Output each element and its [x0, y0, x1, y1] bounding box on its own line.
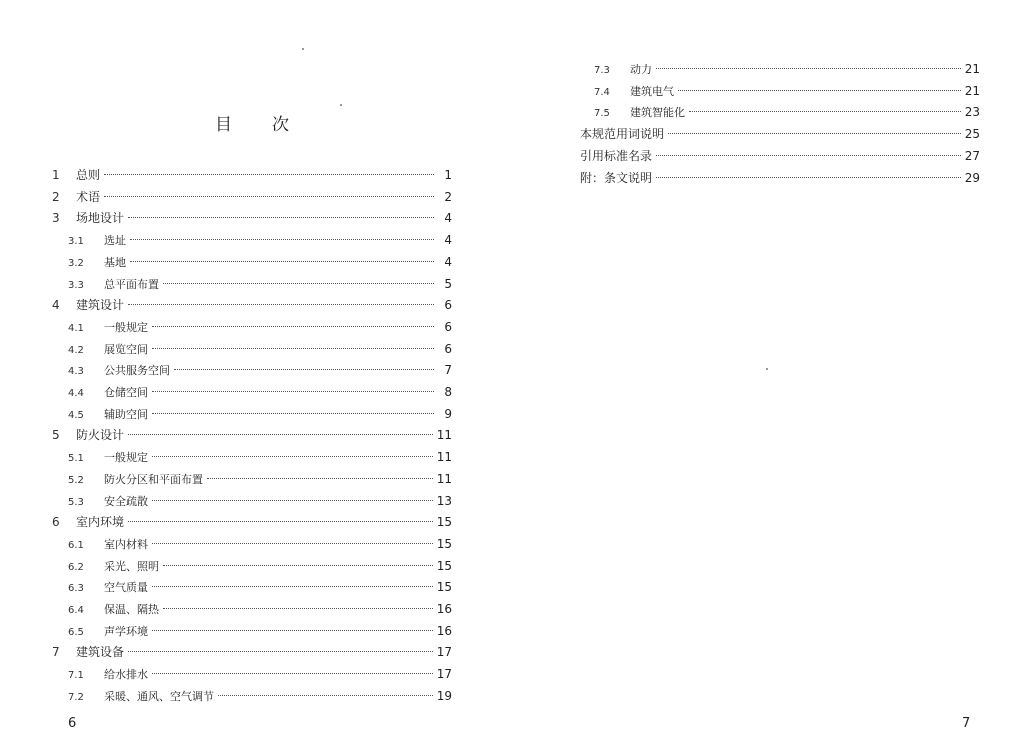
- toc-entry-label: 安全疏散: [104, 494, 148, 508]
- toc-entry-label: 空气质量: [104, 581, 148, 595]
- toc-entry-number: 2: [52, 189, 60, 204]
- toc-entry[interactable]: [52, 188, 452, 206]
- toc-entry-number: 6: [52, 515, 60, 530]
- toc-leader-dots: [689, 111, 961, 112]
- toc-entry-label: 选址: [104, 234, 126, 248]
- toc-entry-number: 5: [52, 428, 60, 443]
- toc-entry[interactable]: [52, 209, 452, 227]
- toc-entry[interactable]: [52, 513, 452, 531]
- toc-entry-number: 7.5: [594, 108, 610, 120]
- toc-entry-number: 4.2: [68, 344, 84, 356]
- toc-entry-number: 6.5: [68, 626, 84, 638]
- toc-leader-dots: [656, 177, 961, 178]
- toc-entry-label: 动力: [630, 63, 652, 76]
- toc-entry-page: 25: [964, 127, 980, 142]
- toc-entry[interactable]: [68, 665, 452, 683]
- toc-leader-dots: [130, 261, 434, 262]
- toc-entry-number: 4.1: [68, 322, 84, 334]
- toc-entry-number: 4.5: [68, 409, 84, 421]
- toc-leader-dots: [128, 651, 433, 652]
- scan-speck: [340, 104, 342, 106]
- toc-leader-dots: [104, 174, 434, 175]
- toc-entry[interactable]: [68, 578, 452, 596]
- toc-entry-page: 15: [436, 536, 452, 551]
- toc-entry-label: 建筑设计: [76, 298, 125, 313]
- toc-entry-label: 建筑智能化: [630, 106, 685, 120]
- toc-entry-page: 11: [436, 450, 452, 465]
- toc-entry-page: 27: [964, 148, 980, 163]
- toc-entry[interactable]: [68, 318, 452, 336]
- toc-entry-page: 11: [436, 428, 452, 443]
- toc-entry-page: 29: [964, 170, 980, 185]
- toc-entry[interactable]: [52, 296, 452, 314]
- toc-entry-label: 一般规定: [104, 451, 148, 465]
- toc-entry-number: 1: [52, 168, 60, 182]
- toc-entry[interactable]: [68, 600, 452, 618]
- toc-entry-label: 场地设计: [76, 211, 125, 226]
- toc-entry-number: 5.3: [68, 496, 84, 508]
- toc-entry[interactable]: [580, 147, 980, 165]
- toc-entry-page: 6: [444, 319, 452, 334]
- toc-leader-dots: [152, 543, 433, 544]
- toc-leader-dots: [656, 68, 961, 69]
- toc-entry-number: 6.4: [68, 605, 84, 616]
- toc-entry-page: 8: [444, 385, 452, 399]
- toc-entry[interactable]: [594, 82, 980, 100]
- toc-entry-label: 防火设计: [76, 428, 125, 443]
- toc-leader-dots: [678, 90, 961, 91]
- toc-entry-label: 采光、照明: [104, 559, 159, 573]
- toc-entry-number: 3.1: [68, 236, 84, 248]
- toc-entry-page: 17: [436, 645, 452, 660]
- toc-entry-page: 6: [444, 298, 452, 313]
- toc-leader-dots: [130, 239, 434, 240]
- toc-leader-dots: [152, 326, 434, 327]
- toc-entry[interactable]: [68, 361, 452, 379]
- toc-entry-page: 5: [444, 276, 452, 291]
- toc-entry-label: 采暖、通风、空气调节: [104, 689, 214, 703]
- toc-entry-label: 本规范用词说明: [580, 127, 665, 142]
- toc-entry-number: 4.3: [68, 366, 84, 378]
- toc-entry-page: 16: [436, 602, 452, 616]
- toc-leader-dots: [152, 630, 433, 631]
- toc-entry[interactable]: [594, 103, 980, 121]
- toc-entry-label: 术语: [76, 189, 101, 204]
- toc-entry[interactable]: [68, 405, 452, 423]
- toc-entry-number: 6.2: [68, 561, 84, 573]
- toc-entry-page: 19: [436, 688, 452, 703]
- toc-entry-label: 总则: [76, 168, 101, 182]
- toc-leader-dots: [128, 434, 433, 435]
- toc-entry-number: 7.1: [68, 670, 84, 682]
- toc-leader-dots: [152, 673, 433, 674]
- toc-leader-dots: [152, 348, 434, 349]
- scan-speck: [302, 48, 304, 50]
- toc-title: [215, 110, 291, 135]
- toc-entry-label: 保温、隔热: [104, 603, 159, 616]
- toc-leader-dots: [152, 413, 434, 414]
- toc-entry-number: 7.3: [594, 65, 610, 76]
- toc-entry[interactable]: [580, 169, 980, 187]
- toc-entry[interactable]: [68, 557, 452, 575]
- toc-entry-page: 21: [964, 83, 980, 98]
- toc-entry[interactable]: [52, 426, 452, 444]
- toc-leader-dots: [163, 608, 433, 609]
- toc-entry[interactable]: [52, 643, 452, 661]
- toc-leader-dots: [207, 478, 433, 479]
- toc-entry[interactable]: [580, 125, 980, 143]
- toc-entry-number: 6.1: [68, 539, 84, 551]
- toc-entry-page: 4: [444, 211, 452, 226]
- toc-entry[interactable]: [68, 253, 452, 271]
- toc-leader-dots: [174, 369, 434, 370]
- toc-entry-number: 7.4: [594, 86, 610, 98]
- toc-entry-page: 6: [444, 341, 452, 356]
- toc-leader-dots: [152, 586, 433, 587]
- toc-entry-number: 5.1: [68, 453, 84, 465]
- toc-leader-dots: [128, 217, 434, 218]
- toc-entry[interactable]: [68, 383, 452, 401]
- toc-entry-label: 总平面布置: [104, 277, 159, 291]
- toc-leader-dots: [163, 565, 433, 566]
- right-page: [512, 0, 1024, 755]
- toc-entry-page: 2: [444, 189, 452, 204]
- toc-entry-label: 引用标准名录: [580, 148, 653, 163]
- toc-entry-label: 室内材料: [104, 537, 148, 551]
- toc-leader-dots: [163, 283, 434, 284]
- toc-entry-label: 基地: [104, 255, 126, 269]
- toc-entry-label: 辅助空间: [104, 407, 148, 421]
- toc-leader-dots: [152, 456, 433, 457]
- toc-title-char: 次: [272, 115, 291, 135]
- toc-entry-page: 7: [444, 363, 452, 378]
- toc-entry[interactable]: [68, 492, 452, 510]
- toc-entry-label: 建筑设备: [76, 645, 125, 660]
- toc-leader-dots: [656, 155, 961, 156]
- toc-entry[interactable]: [594, 60, 980, 78]
- toc-entry-number: 7.2: [68, 691, 84, 703]
- toc-entry[interactable]: [68, 687, 452, 705]
- toc-entry-label: 仓储空间: [104, 386, 148, 399]
- toc-entry-label: 公共服务空间: [104, 364, 170, 378]
- toc-entry-page: 9: [444, 406, 452, 421]
- toc-entry-label: 防火分区和平面布置: [104, 472, 203, 486]
- toc-entry[interactable]: [68, 535, 452, 553]
- toc-entry-number: 4: [52, 298, 60, 313]
- toc-entry-number: 5.2: [68, 474, 84, 486]
- toc-entry[interactable]: [68, 275, 452, 293]
- toc-entry-label: 建筑电气: [630, 84, 674, 98]
- toc-entry-number: 6.3: [68, 583, 84, 595]
- toc-entry-page: 4: [444, 254, 452, 269]
- toc-entry-page: 17: [436, 667, 452, 682]
- toc-entry-page: 15: [436, 558, 452, 573]
- toc-entry-page: 23: [964, 105, 980, 120]
- toc-entry-page: 21: [964, 62, 980, 76]
- toc-leader-dots: [152, 391, 434, 392]
- toc-entry[interactable]: [68, 470, 452, 488]
- toc-entry-label: 室内环境: [76, 515, 125, 530]
- toc-entry-label: 给水排水: [104, 668, 148, 682]
- toc-leader-dots: [668, 133, 961, 134]
- toc-entry[interactable]: [68, 340, 452, 358]
- toc-leader-dots: [128, 304, 434, 305]
- toc-entry-label: 声学环境: [104, 624, 148, 638]
- toc-entry-number: 4.4: [68, 388, 84, 399]
- toc-entry-label: 一般规定: [104, 320, 148, 334]
- toc-entry-page: 11: [436, 471, 452, 486]
- toc-entry[interactable]: [68, 448, 452, 466]
- toc-entry-page: 13: [436, 493, 452, 508]
- toc-entry-page: 15: [436, 515, 452, 530]
- toc-leader-dots: [128, 521, 433, 522]
- toc-title-char: 目: [215, 115, 234, 135]
- toc-leader-dots: [218, 695, 433, 696]
- page-number-right: 7: [962, 716, 971, 731]
- toc-entry[interactable]: [68, 622, 452, 640]
- toc-leader-dots: [152, 500, 433, 501]
- toc-entry-page: 1: [444, 168, 452, 182]
- toc-entry-page: 15: [436, 580, 452, 595]
- page-number-left: 6: [68, 716, 77, 731]
- toc-entry-number: 3.3: [68, 279, 84, 291]
- toc-entry-number: 3: [52, 211, 60, 226]
- toc-entry[interactable]: [52, 166, 452, 184]
- toc-entry-number: 7: [52, 645, 60, 660]
- scan-speck: [766, 368, 768, 370]
- toc-entry[interactable]: [68, 231, 452, 249]
- toc-entry-label: 附：条文说明: [580, 170, 653, 185]
- toc-entry-page: 4: [444, 233, 452, 248]
- toc-entry-label: 展览空间: [104, 342, 148, 356]
- toc-leader-dots: [104, 196, 434, 197]
- toc-entry-number: 3.2: [68, 257, 84, 269]
- toc-entry-page: 16: [436, 623, 452, 638]
